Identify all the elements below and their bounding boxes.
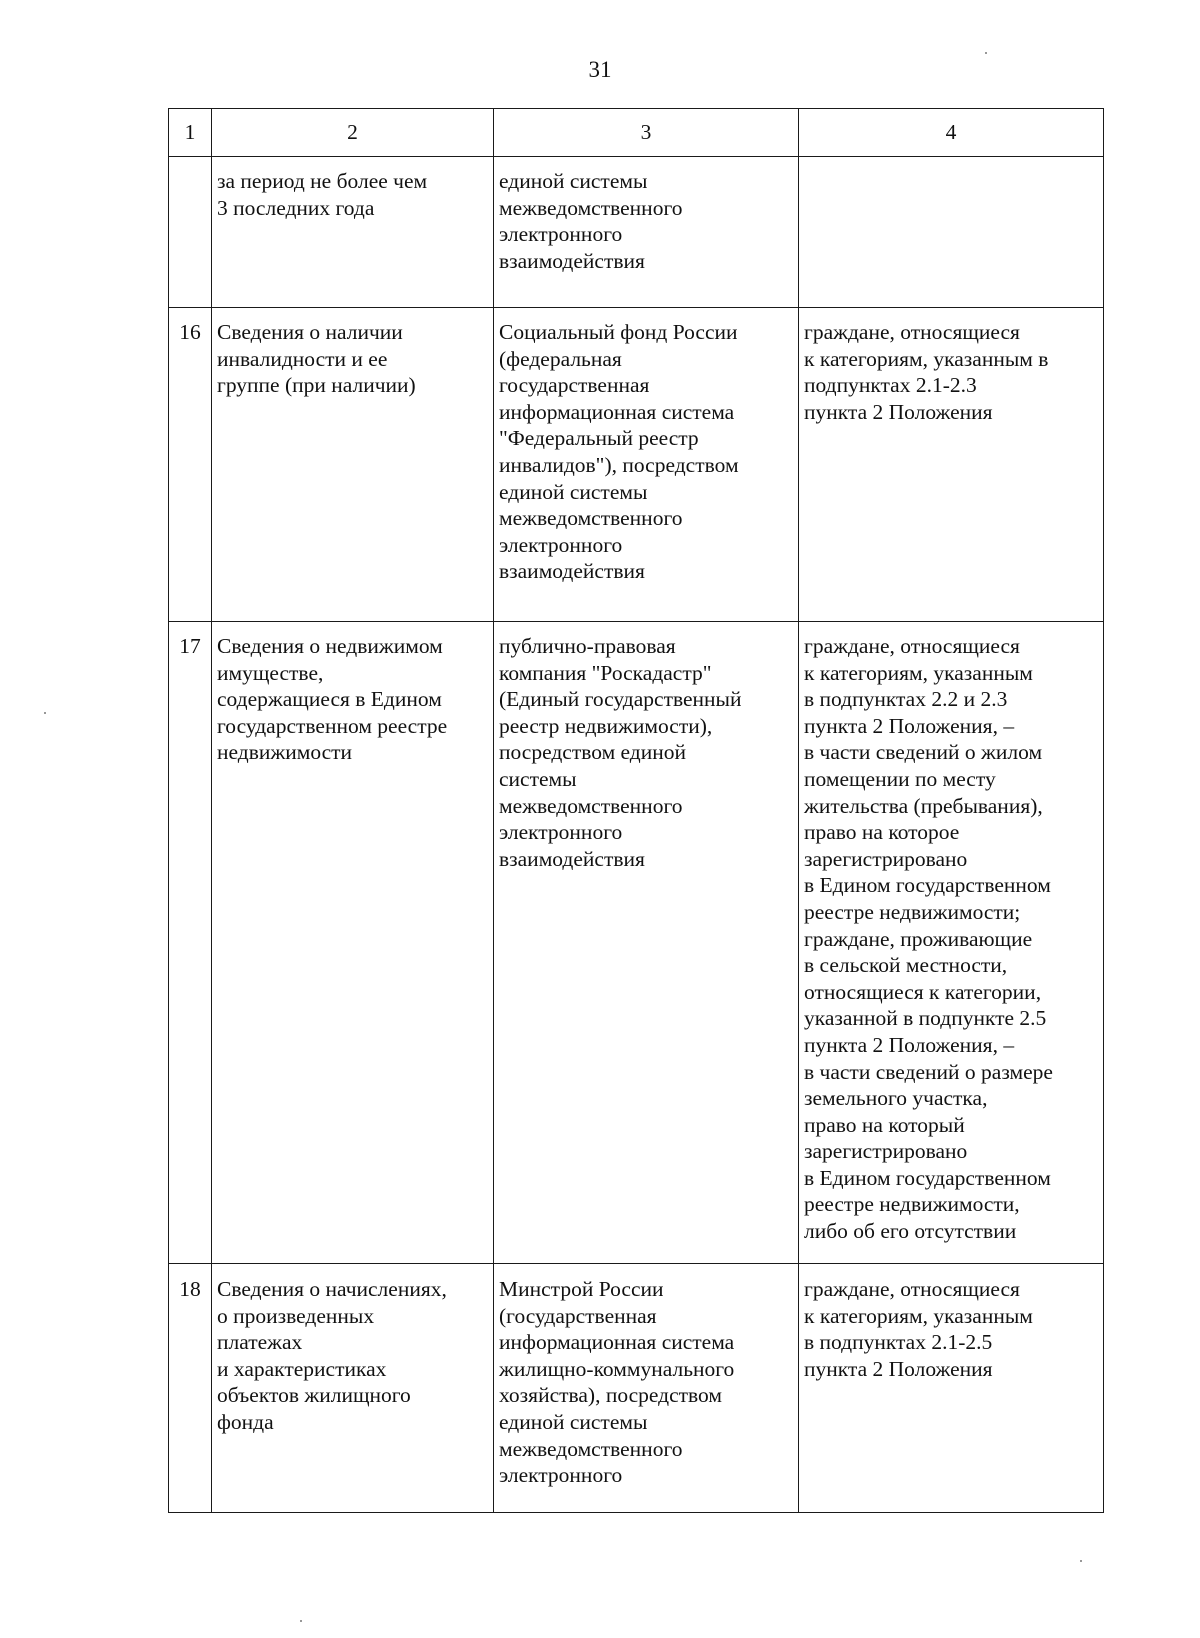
scan-speck [1080, 1560, 1082, 1562]
table-row [169, 157, 1104, 308]
source-cell: Минстрой России (государственная информационная система жилищно-коммунального хозяйства), посредством единой системы межведомственного электронного [494, 1264, 799, 1513]
source-cell: Социальный фонд России (федеральная государственная информационная система "Федеральный реестр инвалидов"), посредством единой системы межведомственного электронного взаимодействия [494, 308, 799, 622]
info-cell: Сведения о начислениях, о произведенных платежах и характеристиках объектов жилищного фонда [212, 1264, 494, 1513]
table-row [169, 308, 1104, 622]
column-header-1: 1 [169, 109, 212, 157]
source-cell: единой системы межведомственного электронного взаимодействия [494, 157, 799, 308]
recipients-cell [799, 157, 1104, 308]
page-number: 31 [588, 57, 612, 82]
row-number: 18 [169, 1264, 212, 1513]
row-number: 17 [169, 622, 212, 1264]
scan-speck [44, 712, 46, 714]
column-header-3: 3 [494, 109, 799, 157]
row-number: 16 [169, 308, 212, 622]
table-row [169, 622, 1104, 1264]
column-header-2: 2 [212, 109, 494, 157]
recipients-cell: граждане, относящиеся к категориям, указанным в подпунктах 2.1-2.3 пункта 2 Положения [799, 308, 1104, 622]
table-header-row [169, 109, 1104, 157]
column-header-4: 4 [799, 109, 1104, 157]
info-cell: Сведения о наличии инвалидности и ее группе (при наличии) [212, 308, 494, 622]
scan-speck [985, 52, 987, 54]
info-cell: Сведения о недвижимом имуществе, содержащиеся в Едином государственном реестре недвижимости [212, 622, 494, 1264]
requirements-table [168, 108, 1104, 1513]
row-number [169, 157, 212, 308]
table-row [169, 1264, 1104, 1513]
source-cell: публично-правовая компания "Роскадастр" (Единый государственный реестр недвижимости), посредством единой системы межведомственного электронного взаимодействия [494, 622, 799, 1264]
scan-speck [300, 1620, 302, 1622]
info-cell: за период не более чем 3 последних года [212, 157, 494, 308]
recipients-cell: граждане, относящиеся к категориям, указанным в подпунктах 2.2 и 2.3 пункта 2 Положения, – в части сведений о жилом помещении по месту жительства (пребывания), право на которое зарегистрировано в Едином государственном реестре недвижимости; граждане, проживающие в сельской местности, относящиеся к категории, указанной в подпункте 2.5 пункта 2 Положения, – в части сведений о размере земельного участка, право на который зарегистрировано в Едином государственном реестре недвижимости, либо об его отсутствии [799, 622, 1104, 1264]
recipients-cell: граждане, относящиеся к категориям, указанным в подпунктах 2.1-2.5 пункта 2 Положения [799, 1264, 1104, 1513]
